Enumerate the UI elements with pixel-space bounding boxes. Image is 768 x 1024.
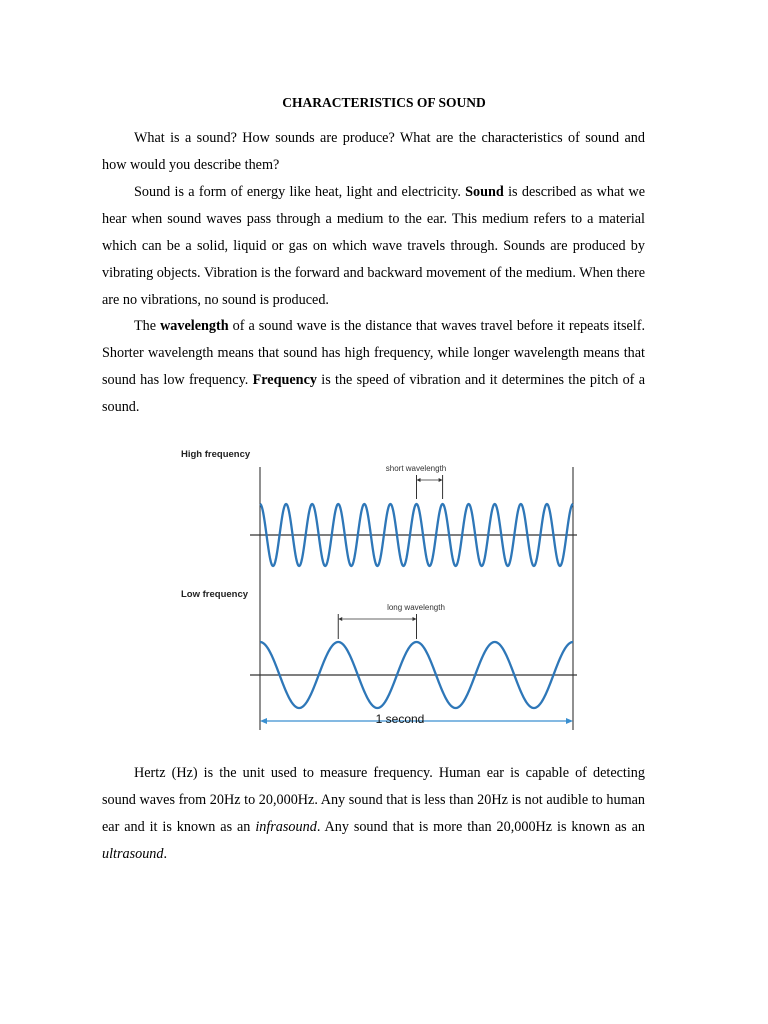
ultrasound-term: ultrasound bbox=[102, 846, 164, 862]
hertz-text-3: . bbox=[163, 846, 168, 862]
intro-text: What is a sound? How sounds are produce? What are the characteristics of sound and how would you describe them? bbox=[102, 130, 645, 173]
wavelength-text-2: of a sound wave is the distance that waves travel before it repeats itself. Shorter wavelength means that sound has high frequency, while longer wavelength means that sound has low frequency. bbox=[102, 318, 646, 388]
paragraph-intro bbox=[102, 125, 645, 179]
marker-right-arrowhead bbox=[413, 617, 417, 621]
wavelength-text-3: is the speed of vibration and it determines the pitch of a sound. bbox=[102, 372, 645, 415]
sound-term: Sound bbox=[465, 184, 504, 200]
marker-left-arrowhead bbox=[338, 617, 342, 621]
wavelength-term: wavelength bbox=[160, 318, 229, 334]
one-second-label: 1 second bbox=[375, 712, 425, 726]
marker-left-arrowhead bbox=[417, 478, 421, 482]
left-arrowhead bbox=[260, 718, 267, 724]
paragraph-hertz bbox=[102, 760, 645, 868]
frequency-diagram-svg bbox=[170, 435, 590, 735]
short-wavelength-marker bbox=[417, 475, 443, 499]
infrasound-term: infrasound bbox=[255, 819, 317, 835]
long-wavelength-marker bbox=[338, 614, 416, 639]
long-wavelength-label: long wavelength bbox=[387, 603, 445, 612]
high-frequency-label: High frequency bbox=[181, 449, 251, 460]
wavelength-text-1: The bbox=[134, 318, 161, 334]
short-wavelength-label: short wavelength bbox=[385, 464, 447, 473]
hertz-text-1: Hertz (Hz) is the unit used to measure frequency. Human ear is capable of detecting sound waves from 20Hz to 20,000Hz. Any sound that is less than 20Hz is not audible to human ear and it is known as an bbox=[102, 765, 645, 835]
right-arrowhead bbox=[566, 718, 573, 724]
page-title: CHARACTERISTICS OF SOUND bbox=[282, 95, 486, 110]
low-frequency-label: Low frequency bbox=[181, 589, 249, 600]
frequency-diagram bbox=[170, 435, 590, 735]
hertz-text-2: . Any sound that is more than 20,000Hz is known as an bbox=[316, 819, 646, 835]
sound-text-1: Sound is a form of energy like heat, light and electricity. bbox=[134, 184, 466, 200]
paragraph-wavelength bbox=[102, 313, 645, 421]
sound-text-2: is described as what we hear when sound waves pass through a medium to the ear. This medium refers to a material which can be a solid, liquid or gas on which wave travels through. Sounds are produced by vibrating objects. Vibration is the forward and backward movement of the medium. When there are no vibrations, no sound is produced. bbox=[102, 184, 646, 308]
marker-right-arrowhead bbox=[439, 478, 443, 482]
frequency-term: Frequency bbox=[252, 372, 317, 388]
paragraph-sound-definition bbox=[102, 179, 645, 314]
